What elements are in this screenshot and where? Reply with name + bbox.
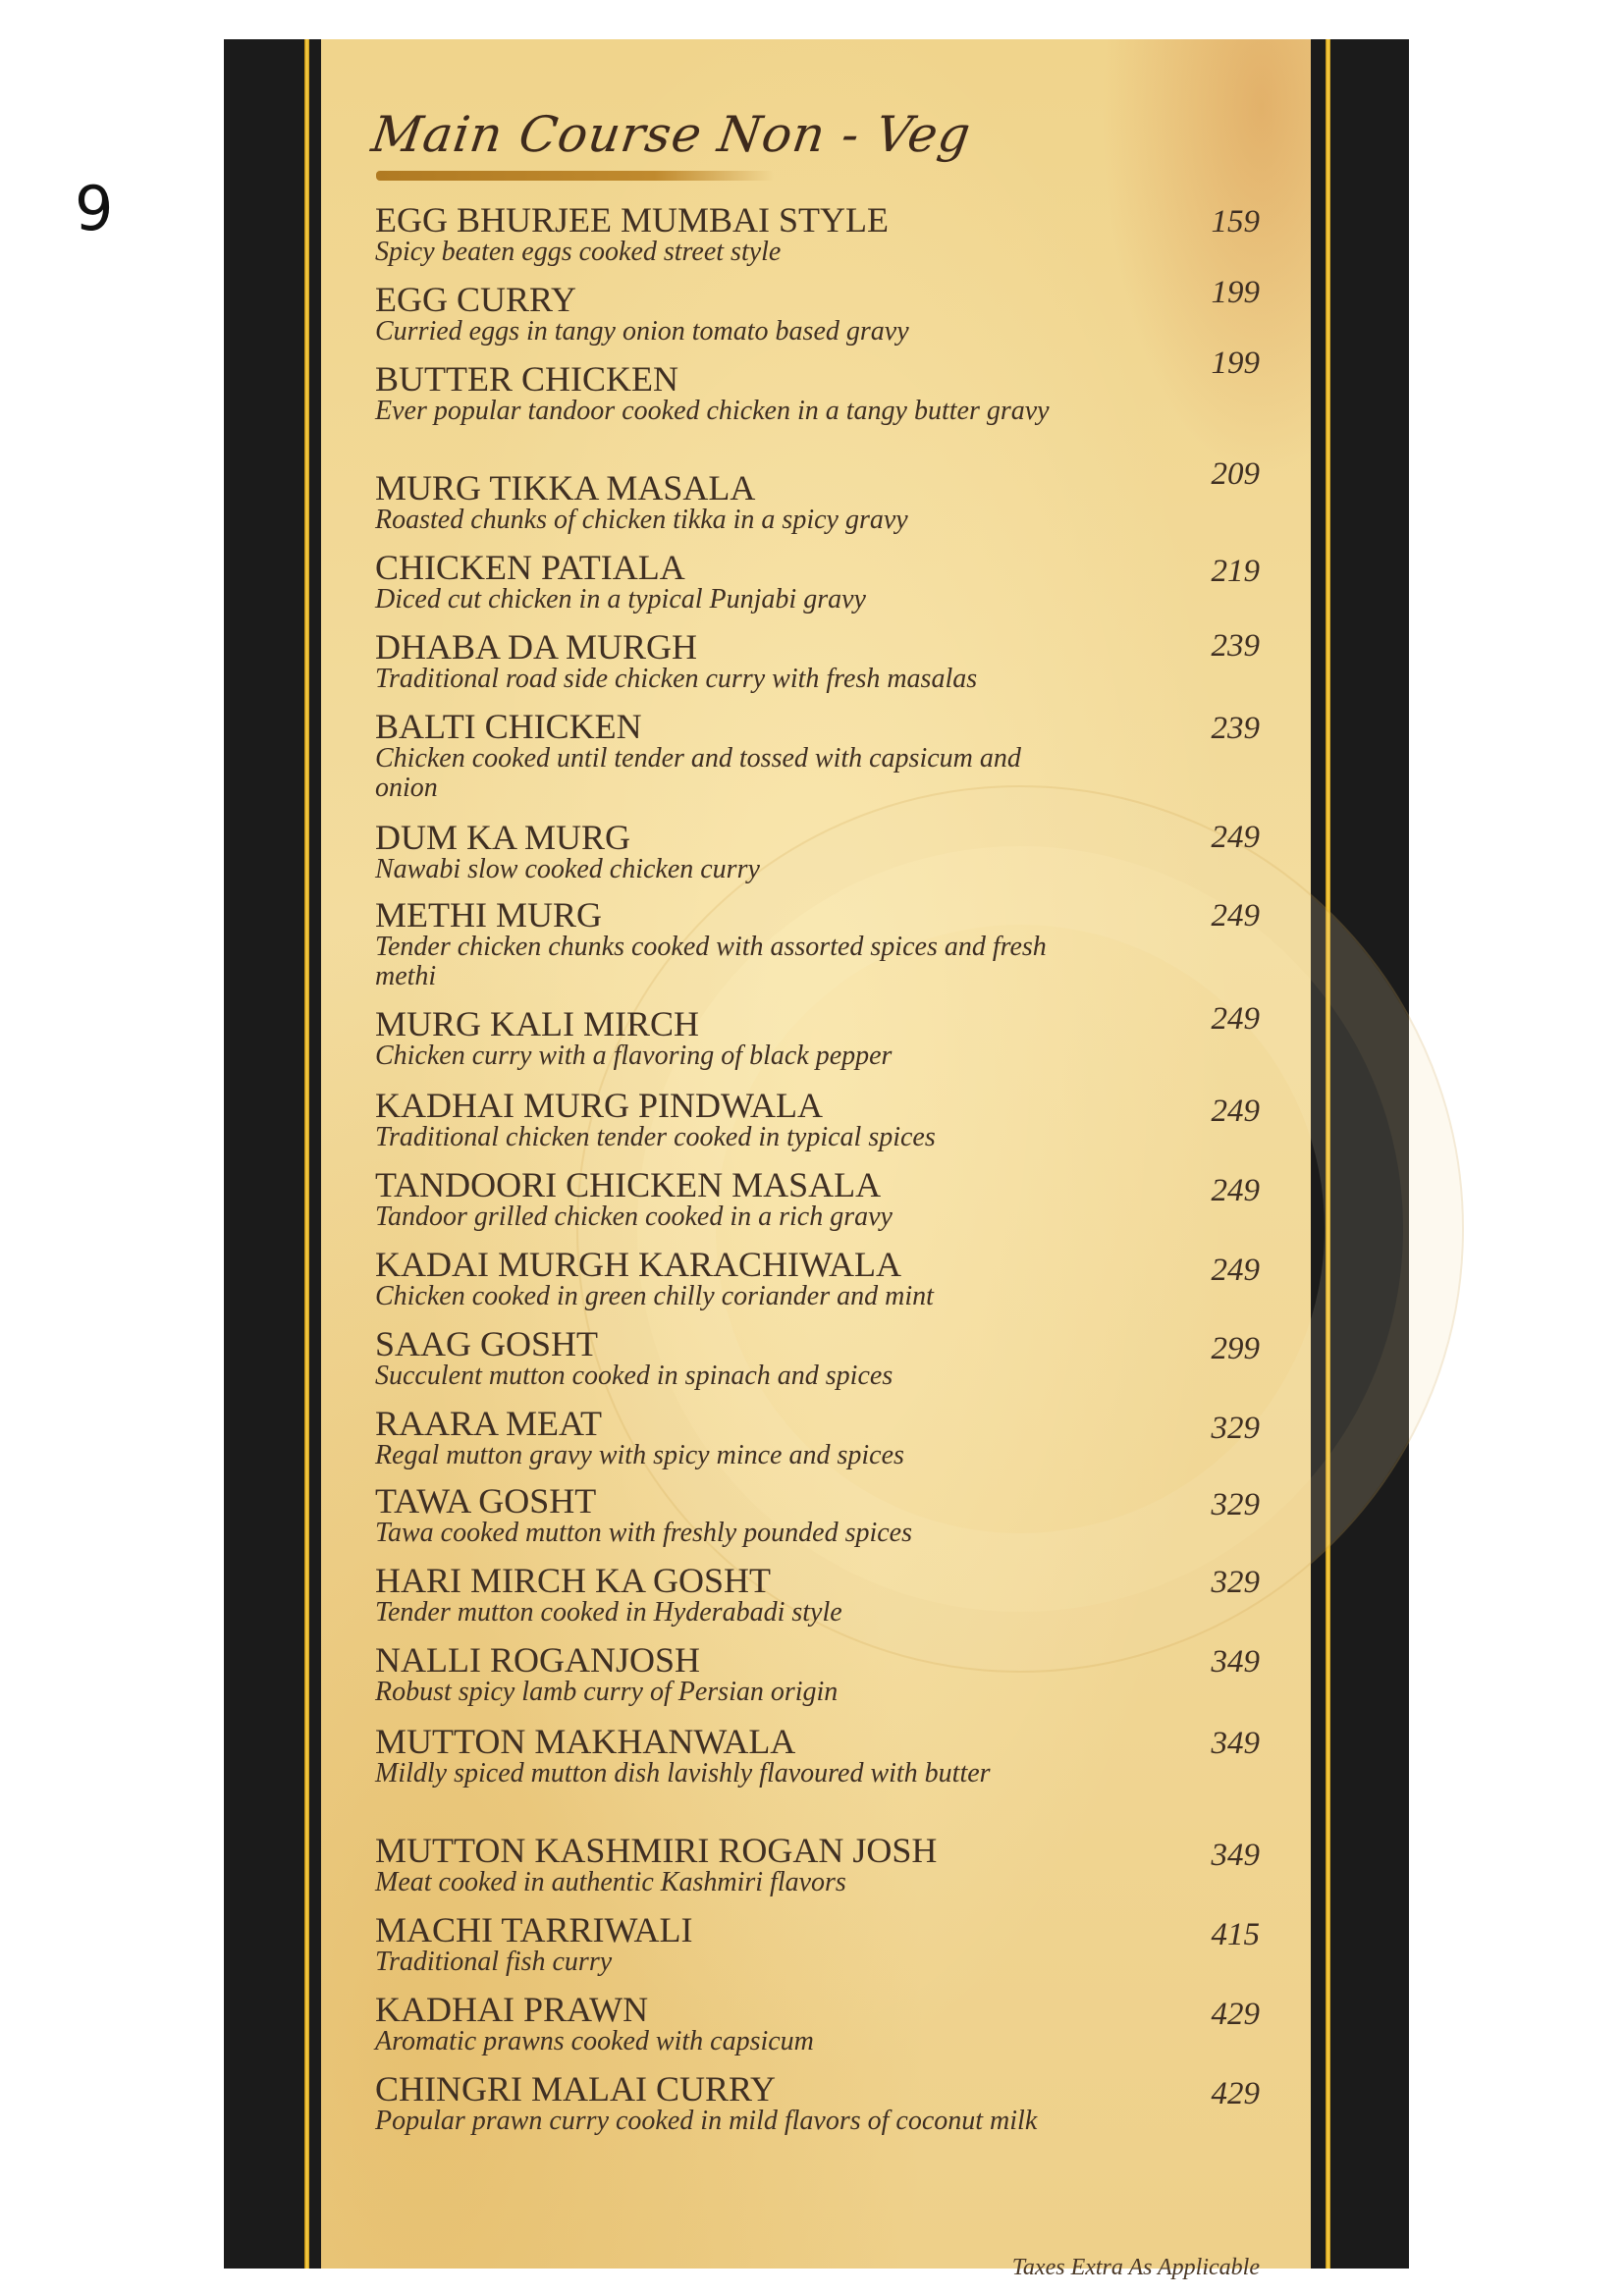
item-price: 249: [1211, 1094, 1260, 1129]
item-price: 209: [1211, 456, 1260, 492]
menu-item: [375, 629, 1219, 694]
item-price: 429: [1211, 2076, 1260, 2111]
item-name: EGG CURRY: [375, 280, 577, 319]
item-name: DHABA DA MURGH: [375, 627, 698, 667]
item-price: 329: [1211, 1411, 1260, 1446]
menu-page: [224, 39, 1409, 2280]
taxes-note: Taxes Extra As Applicable: [1011, 2255, 1260, 2280]
item-name: HARI MIRCH KA GOSHT: [375, 1561, 772, 1600]
item-name: CHICKEN PATIALA: [375, 548, 685, 587]
item-name: METHI MURG: [375, 895, 602, 934]
menu-item: [375, 1006, 1219, 1071]
page-number: 9: [75, 173, 114, 244]
menu-item: [375, 1406, 1219, 1470]
item-price: 239: [1211, 711, 1260, 746]
item-description: Tender chicken chunks cooked with assorted spices and fresh methi: [375, 932, 1047, 991]
item-name: BUTTER CHICKEN: [375, 359, 678, 399]
title-underline: [376, 171, 774, 181]
parchment-panel: [321, 39, 1311, 2280]
item-price: 329: [1211, 1487, 1260, 1522]
item-name: MURG KALI MIRCH: [375, 1004, 700, 1043]
item-name: RAARA MEAT: [375, 1404, 603, 1443]
menu-item: [375, 897, 1219, 991]
item-description: Roasted chunks of chicken tikka in a spicy gravy: [375, 505, 908, 535]
item-description: Chicken cooked until tender and tossed with capsicum and onion: [375, 743, 1021, 803]
item-price: 199: [1211, 346, 1260, 381]
item-price: 349: [1211, 1644, 1260, 1680]
item-name: CHINGRI MALAI CURRY: [375, 2069, 777, 2109]
item-name: KADHAI MURG PINDWALA: [375, 1086, 823, 1125]
item-description: Spicy beaten eggs cooked street style: [375, 237, 782, 267]
item-description: Ever popular tandoor cooked chicken in a tangy butter gravy: [375, 396, 1050, 426]
item-name: KADAI MURGH KARACHIWALA: [375, 1245, 901, 1284]
item-price: 249: [1211, 1173, 1260, 1208]
item-price: 249: [1211, 820, 1260, 855]
menu-item: [375, 1483, 1219, 1548]
item-description: Traditional fish curry: [375, 1947, 613, 1977]
item-name: NALLI ROGANJOSH: [375, 1640, 700, 1680]
menu-item: [375, 202, 1219, 267]
menu-item: [375, 2071, 1219, 2136]
item-price: 349: [1211, 1838, 1260, 1873]
item-description: Popular prawn curry cooked in mild flavors of coconut milk: [375, 2106, 1038, 2136]
item-description: Mildly spiced mutton dish lavishly flavoured with butter: [375, 1758, 991, 1789]
item-price: 159: [1211, 204, 1260, 240]
item-description: Aromatic prawns cooked with capsicum: [375, 2026, 814, 2056]
item-description: Chicken curry with a flavoring of black pepper: [375, 1041, 893, 1071]
item-description: Nawabi slow cooked chicken curry: [375, 854, 760, 884]
item-price: 329: [1211, 1565, 1260, 1600]
menu-item: [375, 361, 1219, 426]
item-description: Traditional chicken tender cooked in typical spices: [375, 1122, 936, 1152]
menu-item: [375, 1088, 1219, 1152]
item-name: MUTTON MAKHANWALA: [375, 1722, 796, 1761]
item-description: Diced cut chicken in a typical Punjabi gravy: [375, 584, 866, 614]
item-description: Traditional road side chicken curry with fresh masalas: [375, 664, 978, 694]
item-name: SAAG GOSHT: [375, 1324, 599, 1363]
menu-item: [375, 1167, 1219, 1232]
item-name: TANDOORI CHICKEN MASALA: [375, 1165, 882, 1204]
menu-item: [375, 550, 1219, 614]
item-price: 199: [1211, 275, 1260, 310]
item-name: BALTI CHICKEN: [375, 707, 642, 746]
item-name: EGG BHURJEE MUMBAI STYLE: [375, 200, 890, 240]
section-title: Main Course Non - Veg: [367, 106, 975, 163]
item-description: Chicken cooked in green chilly coriander and mint: [375, 1281, 934, 1311]
item-price: 239: [1211, 628, 1260, 664]
item-price: 349: [1211, 1726, 1260, 1761]
menu-item: [375, 282, 1219, 347]
item-description: Tender mutton cooked in Hyderabadi style: [375, 1597, 842, 1628]
item-price: 415: [1211, 1917, 1260, 1952]
menu-item: [375, 1724, 1219, 1789]
menu-item: [375, 1563, 1219, 1628]
item-description: Curried eggs in tangy onion tomato based gravy: [375, 316, 909, 347]
item-description: Robust spicy lamb curry of Persian origin: [375, 1677, 839, 1707]
item-price: 219: [1211, 554, 1260, 589]
item-price: 299: [1211, 1331, 1260, 1366]
menu-item: [375, 1912, 1219, 1977]
menu-item: [375, 709, 1219, 803]
menu-item: [375, 1642, 1219, 1707]
menu-item: [375, 470, 1219, 535]
menu-item: [375, 820, 1219, 884]
item-name: TAWA GOSHT: [375, 1481, 597, 1521]
menu-item: [375, 1992, 1219, 2056]
item-name: MACHI TARRIWALI: [375, 1910, 693, 1949]
menu-item: [375, 1833, 1219, 1897]
item-description: Regal mutton gravy with spicy mince and spices: [375, 1440, 904, 1470]
item-name: DUM KA MURG: [375, 818, 631, 857]
item-description: Succulent mutton cooked in spinach and spices: [375, 1361, 893, 1391]
item-description: Meat cooked in authentic Kashmiri flavors: [375, 1867, 846, 1897]
item-description: Tawa cooked mutton with freshly pounded spices: [375, 1518, 912, 1548]
item-price: 249: [1211, 1253, 1260, 1288]
item-price: 429: [1211, 1997, 1260, 2032]
item-name: KADHAI PRAWN: [375, 1990, 649, 2029]
item-name: MUTTON KASHMIRI ROGAN JOSH: [375, 1831, 938, 1870]
gold-border-left: [304, 39, 309, 2269]
item-name: MURG TIKKA MASALA: [375, 468, 756, 507]
item-price: 249: [1211, 898, 1260, 934]
menu-item: [375, 1326, 1219, 1391]
menu-item: [375, 1247, 1219, 1311]
item-price: 249: [1211, 1001, 1260, 1037]
item-description: Tandoor grilled chicken cooked in a rich gravy: [375, 1201, 893, 1232]
